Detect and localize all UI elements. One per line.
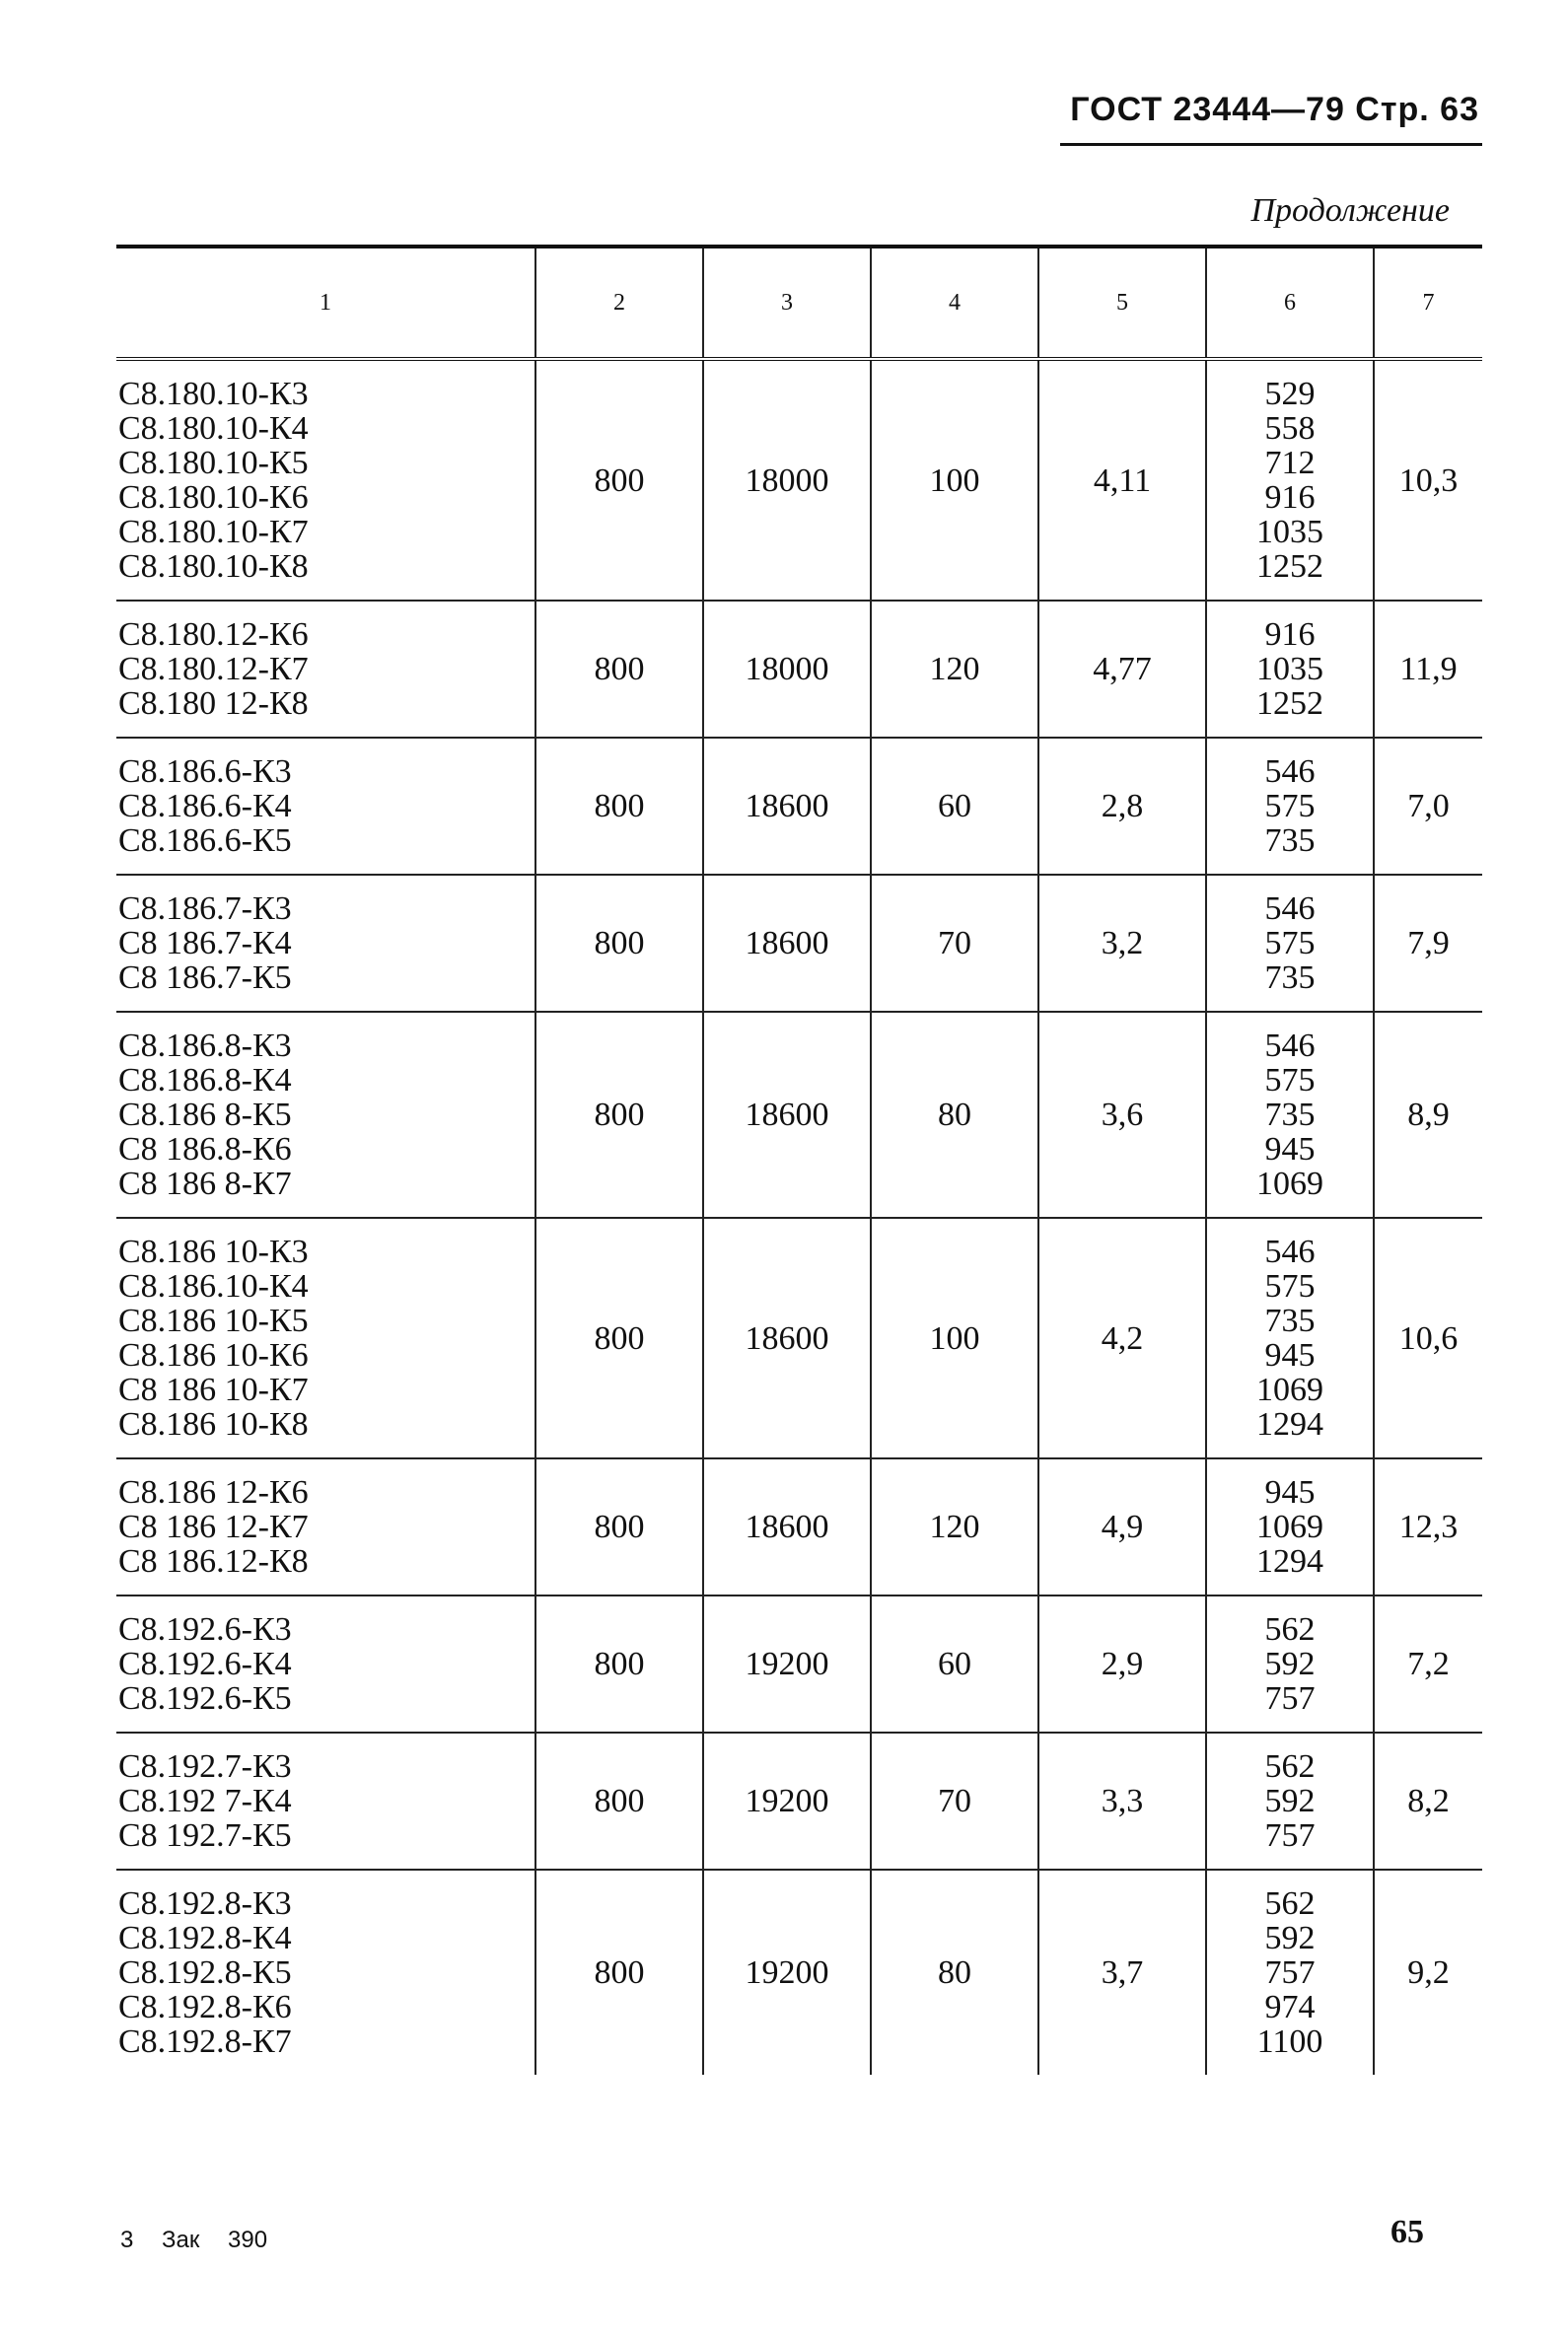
col6-cell (1206, 1733, 1374, 1870)
col6-cell-line: 1069 (1256, 1166, 1323, 1202)
designation-cell-line: С8 186.7-К4 (118, 925, 292, 961)
col5-cell: 4,77 (1038, 601, 1206, 738)
col6-cell-line: 916 (1264, 479, 1316, 516)
col6-cell-line: 1252 (1256, 548, 1323, 585)
designation-cell-line: С8 186 10-К7 (118, 1372, 309, 1408)
designation-cell (116, 601, 535, 738)
col6-cell-line: 562 (1264, 1748, 1316, 1785)
col6-cell-line: 1069 (1256, 1372, 1323, 1408)
table-row (116, 1733, 1482, 1870)
col6-cell-line: 757 (1264, 1954, 1316, 1991)
designation-cell-line: С8 186.8-К6 (118, 1131, 292, 1168)
page-number: 65 (1390, 2214, 1424, 2250)
designation-cell-line: С8.180.10-К8 (118, 548, 309, 585)
table-row (116, 1218, 1482, 1458)
table-row (116, 1870, 1482, 2075)
designation-cell-line: С8.186 10-К3 (118, 1234, 309, 1270)
col6-cell (1206, 601, 1374, 738)
column-header: 4 (871, 247, 1038, 359)
column-header: 7 (1374, 247, 1482, 359)
col2-cell: 800 (535, 738, 703, 875)
col6-cell-line: 735 (1264, 822, 1316, 859)
designation-cell (116, 359, 535, 601)
table-row (116, 601, 1482, 738)
designation-cell-line: С8 186 8-К7 (118, 1166, 292, 1202)
col2-cell: 800 (535, 875, 703, 1012)
col5-cell: 4,2 (1038, 1218, 1206, 1458)
designation-cell-line: С8.192.8-К5 (118, 1954, 292, 1991)
designation-cell-line: С8.186.6-К4 (118, 788, 292, 824)
designation-cell (116, 738, 535, 875)
col5-cell: 3,3 (1038, 1733, 1206, 1870)
col7-cell: 8,2 (1374, 1733, 1482, 1870)
table-body (116, 359, 1482, 2075)
table-row (116, 875, 1482, 1012)
col7-cell: 12,3 (1374, 1458, 1482, 1595)
col2-cell: 800 (535, 1012, 703, 1218)
col6-cell-line: 757 (1264, 1817, 1316, 1854)
col6-cell (1206, 1012, 1374, 1218)
designation-cell-line: С8.180.12-К6 (118, 616, 309, 653)
col7-cell: 10,3 (1374, 359, 1482, 601)
col6-cell-line: 562 (1264, 1885, 1316, 1922)
col6-cell-line: 735 (1264, 1303, 1316, 1339)
designation-cell-line: С8.186 10-К5 (118, 1303, 309, 1339)
col6-cell-line: 945 (1264, 1131, 1316, 1168)
designation-cell-line: С8 186.7-К5 (118, 959, 292, 996)
designation-cell-line: С8.192.6-К3 (118, 1611, 292, 1648)
col2-cell: 800 (535, 601, 703, 738)
col6-cell-line: 1035 (1256, 651, 1323, 687)
col6-cell-line: 916 (1264, 616, 1316, 653)
col6-cell (1206, 875, 1374, 1012)
column-header: 3 (703, 247, 871, 359)
col5-cell: 3,6 (1038, 1012, 1206, 1218)
col7-cell: 10,6 (1374, 1218, 1482, 1458)
col6-cell (1206, 1458, 1374, 1595)
col6-cell-line: 1100 (1256, 2023, 1323, 2060)
designation-cell-line: С8.186 10-К6 (118, 1337, 309, 1374)
col4-cell: 70 (871, 1733, 1038, 1870)
table-row (116, 1458, 1482, 1595)
footer-number: 3 (120, 2227, 134, 2253)
table-row (116, 1595, 1482, 1733)
designation-cell-line: С8.180.10-К3 (118, 376, 309, 412)
col6-cell (1206, 738, 1374, 875)
col4-cell: 120 (871, 601, 1038, 738)
col3-cell: 18600 (703, 1218, 871, 1458)
table-row (116, 1012, 1482, 1218)
col5-cell: 4,9 (1038, 1458, 1206, 1595)
designation-cell-line: С8 186.12-К8 (118, 1543, 309, 1580)
col6-cell-line: 945 (1264, 1474, 1316, 1511)
col4-cell: 70 (871, 875, 1038, 1012)
col2-cell: 800 (535, 1870, 703, 2075)
table-header-row (116, 247, 1482, 359)
col6-cell-line: 1252 (1256, 685, 1323, 722)
col6-cell-line: 575 (1264, 1268, 1316, 1305)
col4-cell: 100 (871, 1218, 1038, 1458)
designation-cell-line: С8.186.7-К3 (118, 890, 292, 927)
col3-cell: 18600 (703, 1458, 871, 1595)
designation-cell-line: С8.186.6-К5 (118, 822, 292, 859)
col4-cell: 100 (871, 359, 1038, 601)
col2-cell: 800 (535, 359, 703, 601)
col7-cell: 11,9 (1374, 601, 1482, 738)
designation-cell (116, 1012, 535, 1218)
col3-cell: 19200 (703, 1870, 871, 2075)
col7-cell: 8,9 (1374, 1012, 1482, 1218)
col5-cell: 2,8 (1038, 738, 1206, 875)
table-row (116, 738, 1482, 875)
col6-cell-line: 757 (1264, 1680, 1316, 1717)
designation-cell (116, 1870, 535, 2075)
designation-cell-line: С8.192.8-К6 (118, 1989, 292, 2025)
col4-cell: 60 (871, 738, 1038, 875)
designation-cell (116, 1733, 535, 1870)
footer-order-number: 390 (228, 2227, 268, 2253)
col5-cell: 4,11 (1038, 359, 1206, 601)
designation-cell (116, 875, 535, 1012)
col2-cell: 800 (535, 1733, 703, 1870)
designation-cell-line: С8.180 12-К8 (118, 685, 309, 722)
col7-cell: 7,2 (1374, 1595, 1482, 1733)
designation-cell (116, 1458, 535, 1595)
col6-cell-line: 546 (1264, 1234, 1316, 1270)
footer-order-label: Зак (162, 2227, 200, 2253)
col6-cell-line: 575 (1264, 1062, 1316, 1099)
col3-cell: 18600 (703, 1012, 871, 1218)
col4-cell: 60 (871, 1595, 1038, 1733)
col2-cell: 800 (535, 1595, 703, 1733)
designation-cell-line: С8.180.12-К7 (118, 651, 309, 687)
col6-cell-line: 712 (1264, 445, 1316, 481)
table-row (116, 359, 1482, 601)
designation-cell-line: С8.186.10-К4 (118, 1268, 309, 1305)
page-header: ГОСТ 23444—79 Стр. 63 (1070, 91, 1479, 128)
col6-cell-line: 575 (1264, 788, 1316, 824)
header-rule (1060, 143, 1482, 146)
column-header: 5 (1038, 247, 1206, 359)
col6-cell (1206, 1218, 1374, 1458)
col6-cell-line: 529 (1264, 376, 1316, 412)
designation-cell-line: С8.180.10-К4 (118, 410, 309, 447)
col6-cell-line: 546 (1264, 753, 1316, 790)
col6-cell-line: 1294 (1256, 1543, 1323, 1580)
col7-cell: 7,9 (1374, 875, 1482, 1012)
col4-cell: 120 (871, 1458, 1038, 1595)
designation-cell-line: С8.186.6-К3 (118, 753, 292, 790)
designation-cell-line: С8 192.7-К5 (118, 1817, 292, 1854)
col6-cell-line: 945 (1264, 1337, 1316, 1374)
col6-cell-line: 592 (1264, 1920, 1316, 1956)
column-header: 6 (1206, 247, 1374, 359)
column-header: 1 (320, 289, 331, 316)
designation-cell-line: С8.186.8-К4 (118, 1062, 292, 1099)
col2-cell: 800 (535, 1458, 703, 1595)
col3-cell: 19200 (703, 1733, 871, 1870)
col6-cell-line: 562 (1264, 1611, 1316, 1648)
designation-cell-line: С8.186 10-К8 (118, 1406, 309, 1443)
col6-cell-line: 592 (1264, 1646, 1316, 1682)
col7-cell: 9,2 (1374, 1870, 1482, 2075)
designation-cell-line: С8.186.8-К3 (118, 1028, 292, 1064)
col6-cell-line: 1035 (1256, 514, 1323, 550)
col6-cell (1206, 1595, 1374, 1733)
col6-cell-line: 546 (1264, 1028, 1316, 1064)
column-header: 2 (535, 247, 703, 359)
col6-cell (1206, 359, 1374, 601)
col6-cell-line: 546 (1264, 890, 1316, 927)
designation-cell-line: С8.180.10-К6 (118, 479, 309, 516)
col3-cell: 18600 (703, 875, 871, 1012)
continuation-label: Продолжение (1250, 192, 1450, 229)
col3-cell: 18600 (703, 738, 871, 875)
col5-cell: 3,2 (1038, 875, 1206, 1012)
col7-cell: 7,0 (1374, 738, 1482, 875)
designation-cell-line: С8.192.8-К4 (118, 1920, 292, 1956)
col6-cell-line: 974 (1264, 1989, 1316, 2025)
col5-cell: 2,9 (1038, 1595, 1206, 1733)
col3-cell: 18000 (703, 359, 871, 601)
footer-print-info (120, 2227, 289, 2254)
designation-cell-line: С8.186 8-К5 (118, 1097, 292, 1133)
col3-cell: 19200 (703, 1595, 871, 1733)
col4-cell: 80 (871, 1870, 1038, 2075)
designation-cell-line: С8.180.10-К7 (118, 514, 309, 550)
designation-cell-line: С8.192.6-К5 (118, 1680, 292, 1717)
designation-cell-line: С8.180.10-К5 (118, 445, 309, 481)
col6-cell-line: 735 (1264, 959, 1316, 996)
designation-cell-line: С8.192.7-К3 (118, 1748, 292, 1785)
col6-cell-line: 1294 (1256, 1406, 1323, 1443)
designation-cell-line: С8.192.6-К4 (118, 1646, 292, 1682)
designation-cell-line: С8.192.8-К7 (118, 2023, 292, 2060)
col6-cell-line: 592 (1264, 1783, 1316, 1819)
designation-cell (116, 1595, 535, 1733)
col6-cell-line: 575 (1264, 925, 1316, 961)
designation-cell-line: С8.192.8-К3 (118, 1885, 292, 1922)
col3-cell: 18000 (703, 601, 871, 738)
col6-cell-line: 1069 (1256, 1509, 1323, 1545)
designation-cell-line: С8 186 12-К7 (118, 1509, 309, 1545)
col5-cell: 3,7 (1038, 1870, 1206, 2075)
col6-cell-line: 735 (1264, 1097, 1316, 1133)
col4-cell: 80 (871, 1012, 1038, 1218)
designation-cell (116, 1218, 535, 1458)
specification-table (116, 245, 1482, 2075)
col6-cell-line: 558 (1264, 410, 1316, 447)
designation-cell-line: С8.186 12-К6 (118, 1474, 309, 1511)
col6-cell (1206, 1870, 1374, 2075)
designation-cell-line: С8.192 7-К4 (118, 1783, 292, 1819)
col2-cell: 800 (535, 1218, 703, 1458)
